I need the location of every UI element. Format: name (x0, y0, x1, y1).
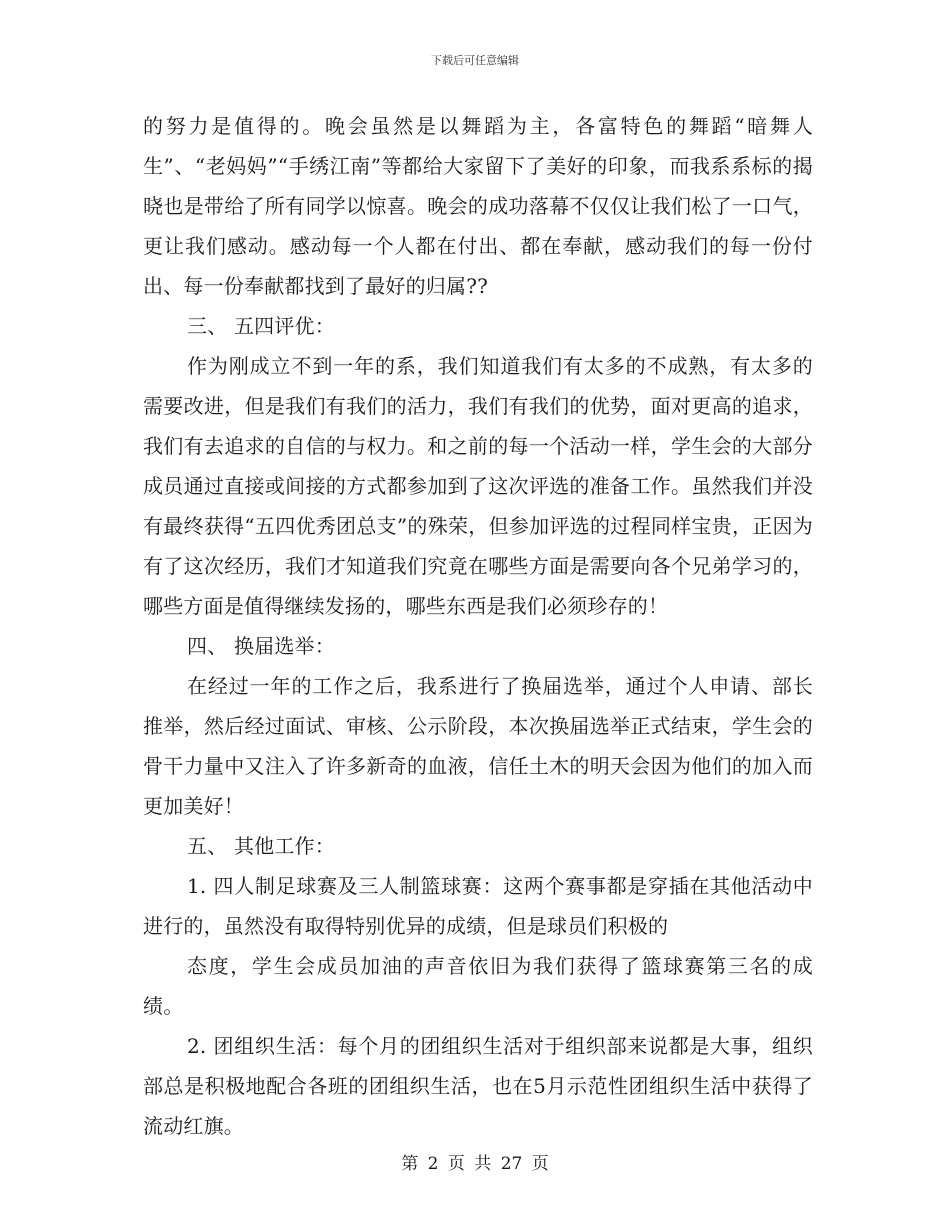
paragraph-sports-continued: 态度，学生会成员加油的声音依旧为我们获得了篮球赛第三名的成绩。 (143, 954, 813, 1018)
paragraph-sports-item: 1. 四人制足球赛及三人制篮球赛：这两个赛事都是穿插在其他活动中进行的，虽然没有取得特别优异的成绩，但是球员们积极的 (143, 874, 813, 938)
paragraph-evening-party: 的努力是值得的。晚会虽然是以舞蹈为主，各富特色的舞蹈“暗舞人生”、“老妈妈”“手绣江南”等都给大家留下了美好的印象，而我系系标的揭晓也是带给了所有同学以惊喜。晚会的成功落幕不仅仅让我们松了一口气，更让我们感动。感动每一个人都在付出、都在奉献，感动我们的每一份付出、每一份奉献都找到了最好的归属?? (143, 114, 813, 298)
paragraph-league-organization: 2. 团组织生活：每个月的团组织生活对于组织部来说都是大事，组织部总是积极地配合各班的团组织生活，也在5月示范性团组织生活中获得了流动红旗。 (143, 1034, 813, 1138)
section-heading-other-work: 五、 其他工作： (187, 834, 335, 858)
section-heading-may-fourth-evaluation: 三、 五四评优： (187, 314, 335, 338)
paragraph-election: 在经过一年的工作之后，我系进行了换届选举，通过个人申请、部长推举，然后经过面试、审核、公示阶段，本次换届选举正式结束，学生会的骨干力量中又注入了许多新奇的血液，信任土木的明天会因为他们的加入而更加美好！ (143, 674, 813, 818)
section-heading-election: 四、 换届选举： (187, 634, 335, 658)
paragraph-may-fourth-evaluation: 作为刚成立不到一年的系，我们知道我们有太多的不成熟，有太多的需要改进，但是我们有我们的活力，我们有我们的优势，面对更高的追求，我们有去追求的自信的与权力。和之前的每一个活动一样，学生会的大部分成员通过直接或间接的方式都参加到了这次评选的准备工作。虽然我们并没有最终获得“五四优秀团总支”的殊荣，但参加评选的过程同样宝贵，正因为有了这次经历，我们才知道我们究竟在哪些方面是需要向各个兄弟学习的，哪些方面是值得继续发扬的，哪些东西是我们必须珍存的！ (143, 354, 813, 618)
page-number-footer: 第 2 页 共 27 页 (401, 1154, 549, 1174)
document-body (143, 106, 813, 1146)
page-header-note: 下载后可任意编辑 (431, 54, 519, 67)
